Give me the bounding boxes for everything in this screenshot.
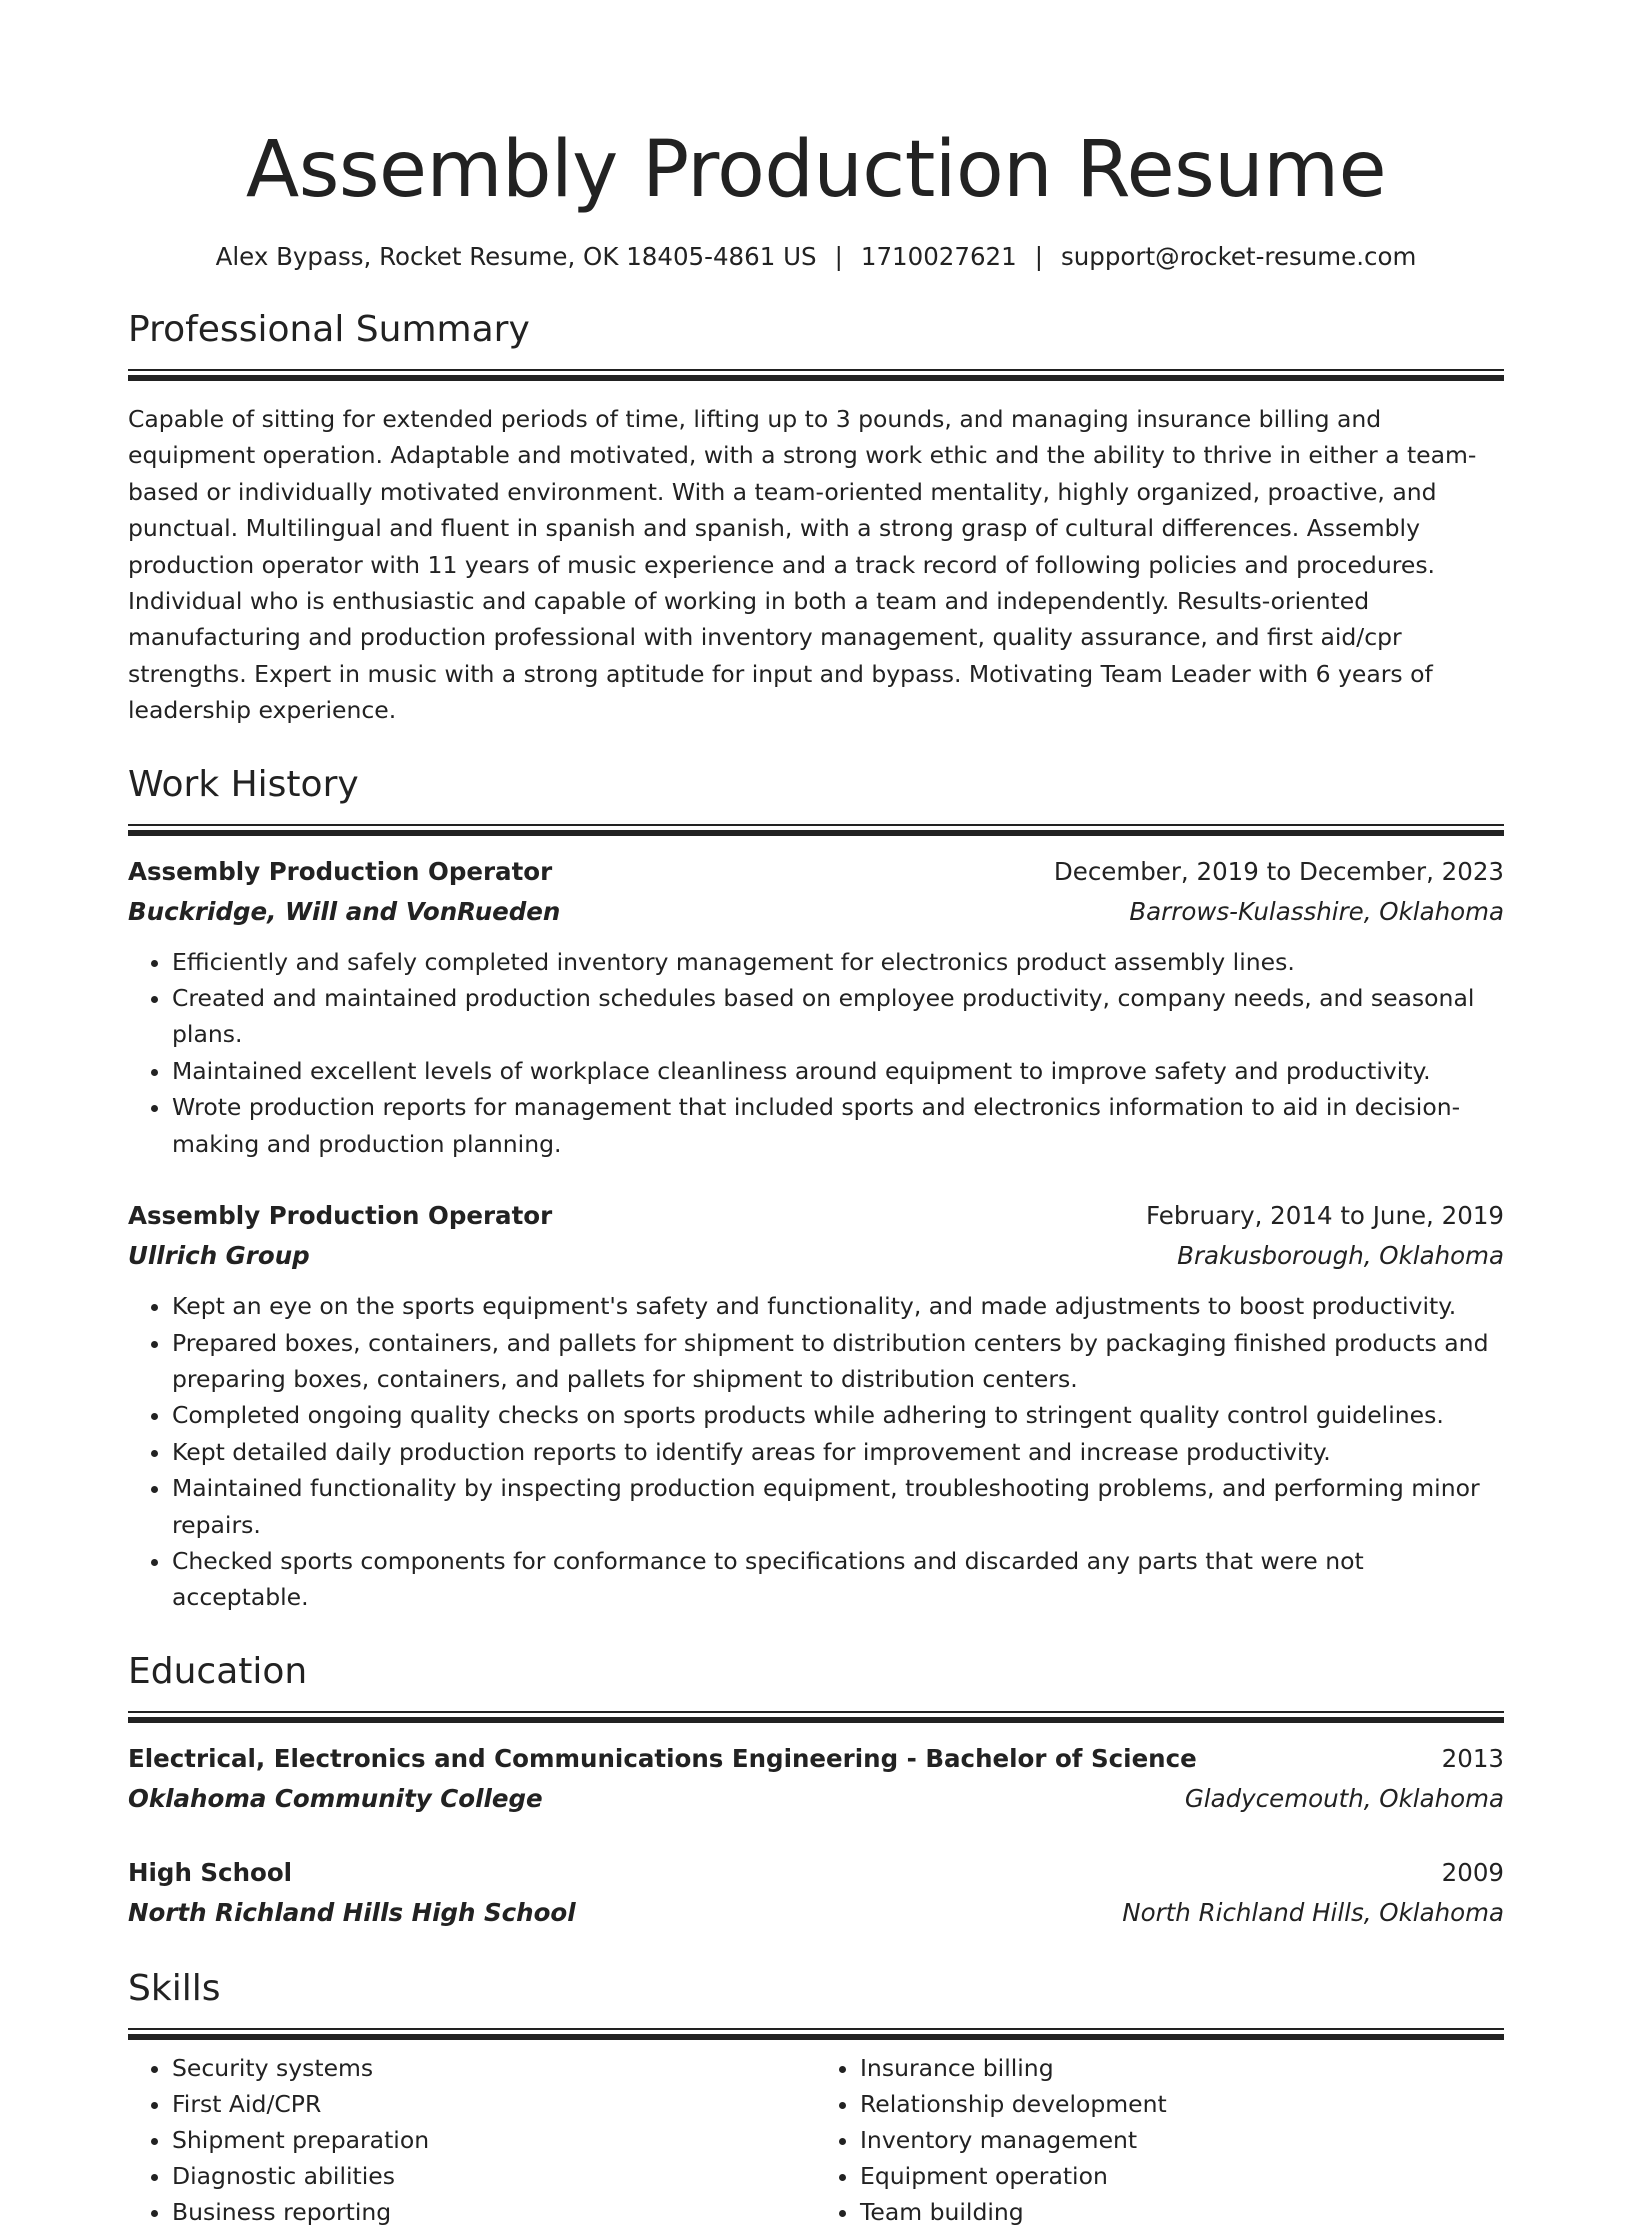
section-heading: Professional Summary [128,309,530,350]
job-bullet: • Completed ongoing quality checks on sports products while adhering to stringent quality control guidelines. [172,1397,1504,1433]
job-entry [128,852,1504,1162]
education-subheader [128,1893,1504,1933]
skill-item: • Inventory management [860,2122,1504,2158]
job-company: Buckridge, Will and VonRueden [128,896,561,926]
education-school: Oklahoma Community College [128,1783,543,1813]
education-subheader [128,1779,1504,1819]
contact-address: Alex Bypass, Rocket Resume, OK 18405-4861 US [215,242,817,271]
resume-title: Assembly Production Resume [245,125,1387,215]
job-bullet: • Maintained functionality by inspecting production equipment, troubleshooting problems, and performing minor repairs. [172,1470,1504,1543]
skill-item: • Security systems [172,2050,816,2086]
contact-email[interactable]: support@rocket-resume.com [1061,242,1417,271]
job-header [128,852,1504,892]
education-section [128,1649,1504,1933]
job-company: Ullrich Group [128,1241,310,1271]
section-divider [128,1711,1504,1721]
work-history-section [128,762,1504,1616]
contact-separator: | [1034,242,1044,271]
job-subheader [128,1236,1504,1276]
job-location: Barrows-Kulasshire, Oklahoma [1129,896,1504,926]
education-school: North Richland Hills High School [128,1897,576,1927]
section-heading: Skills [128,1967,221,2009]
skill-item: • Business reporting [172,2194,816,2230]
job-bullet: • Checked sports components for conformance to specifications and discarded any parts that were not acceptable. [172,1543,1504,1616]
education-entry [128,1853,1504,1933]
skills-list-left [128,2050,816,2230]
job-header [128,1196,1504,1236]
section-divider [128,369,1504,379]
job-bullet: • Created and maintained production schedules based on employee productivity, company needs, and seasonal plans. [172,980,1504,1053]
summary-text: Capable of sitting for extended periods of time, lifting up to 3 pounds, and managing insurance billing and equipment operation. Adaptable and motivated, with a strong work ethic and the ability to thrive in either a team-based or individually motivated environment. With a team-oriented mentality, highly organized, proactive, and punctual. Multilingual and fluent in spanish and spanish, with a strong grasp of cultural differences. Assembly production operator with 11 years of music experience and a track record of following policies and procedures. Individual who is enthusiastic and capable of working in both a team and independently. Results-oriented manufacturing and production professional with inventory management, quality assurance, and first aid/cpr strengths. Expert in music with a strong aptitude for input and bypass. Motivating Team Leader with 6 years of leadership experience. [128,405,1477,725]
education-location: North Richland Hills, Oklahoma [1122,1897,1504,1927]
skill-item: • Shipment preparation [172,2122,816,2158]
job-bullet: • Prepared boxes, containers, and pallets for shipment to distribution centers by packaging finished products and preparing boxes, containers, and pallets for shipment to distribution centers. [172,1325,1504,1398]
education-entry [128,1739,1504,1819]
contact-line [128,240,1504,274]
skills-list-right [816,2050,1504,2230]
job-entry [128,1196,1504,1616]
job-bullets [128,944,1504,1162]
skill-item: • First Aid/CPR [172,2086,816,2122]
section-divider [128,2028,1504,2038]
job-bullets [128,1288,1504,1616]
education-degree: High School [128,1857,293,1887]
skill-item: • Equipment operation [860,2158,1504,2194]
job-location: Brakusborough, Oklahoma [1177,1241,1504,1271]
education-location: Gladycemouth, Oklahoma [1184,1783,1504,1813]
skill-item: • Team building [860,2194,1504,2230]
job-title: Assembly Production Operator [128,1201,553,1231]
education-header [128,1739,1504,1779]
education-year: 2013 [1441,1743,1504,1773]
job-bullet: • Efficiently and safely completed inventory management for electronics product assembly lines. [172,944,1504,980]
job-bullet: • Maintained excellent levels of workplace cleanliness around equipment to improve safety and productivity. [172,1053,1504,1089]
job-bullet: • Kept an eye on the sports equipment's safety and functionality, and made adjustments to boost productivity. [172,1288,1504,1324]
section-heading: Education [128,1650,308,1692]
education-header [128,1853,1504,1893]
skill-item: • Diagnostic abilities [172,2158,816,2194]
skill-item: • Relationship development [860,2086,1504,2122]
job-title: Assembly Production Operator [128,856,553,886]
job-dates: February, 2014 to June, 2019 [1146,1201,1504,1231]
job-dates: December, 2019 to December, 2023 [1053,856,1504,886]
skill-item: • Insurance billing [860,2050,1504,2086]
summary-section [128,307,1504,729]
section-divider [128,824,1504,834]
skills-columns [128,2050,1504,2230]
contact-phone: 1710027621 [860,242,1017,271]
skills-section [128,1966,1504,2230]
job-bullet: • Kept detailed daily production reports to identify areas for improvement and increase productivity. [172,1434,1504,1470]
section-heading: Work History [128,763,359,805]
education-year: 2009 [1441,1857,1504,1887]
job-bullet: • Wrote production reports for management that included sports and electronics information to aid in decision-making and production planning. [172,1089,1504,1162]
contact-separator: | [834,242,843,271]
job-subheader [128,892,1504,932]
education-degree: Electrical, Electronics and Communications Engineering - Bachelor of Science [128,1743,1197,1773]
